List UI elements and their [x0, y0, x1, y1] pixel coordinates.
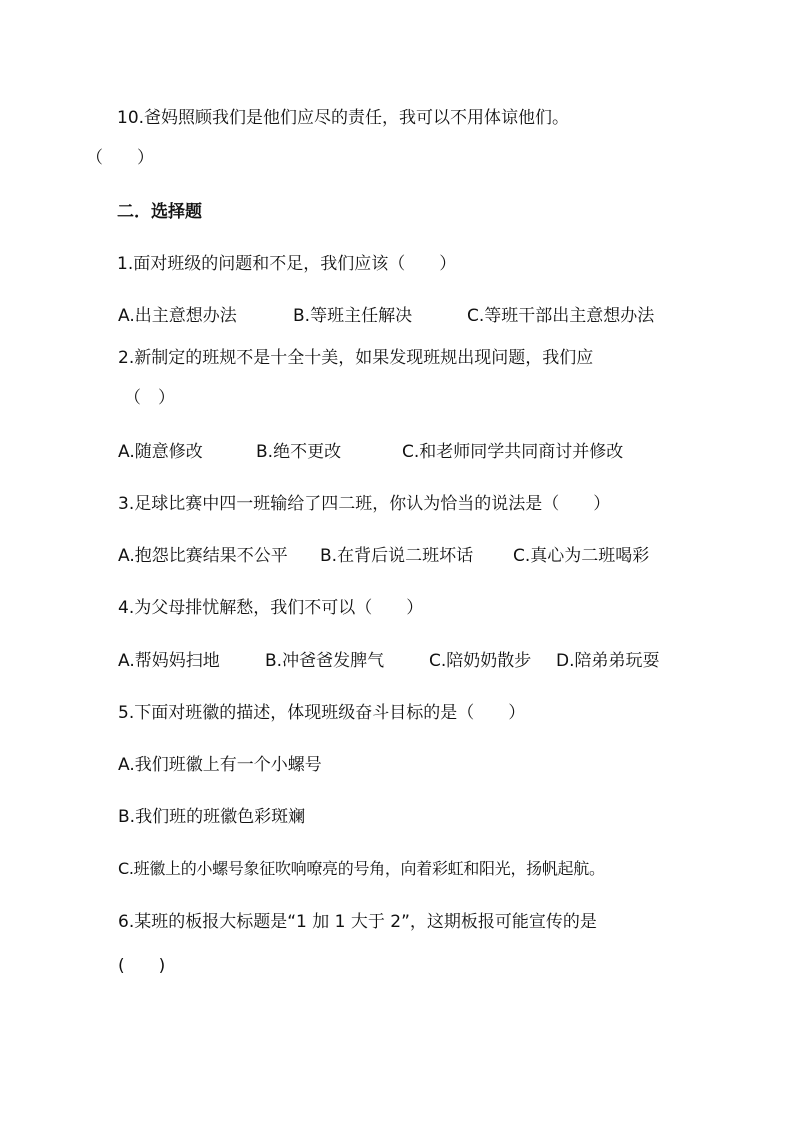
question-6-stem: 6.某班的板报大标题是“1 加 1 大于 2”，这期板报可能宣传的是	[118, 912, 597, 932]
option-b: B.在背后说二班坏话	[320, 546, 474, 566]
option-a: A.出主意想办法	[118, 306, 237, 326]
option-c: C.等班干部出主意想办法	[467, 306, 655, 326]
option-a: A.抱怨比赛结果不公平	[118, 546, 288, 566]
option-b: B.等班主任解决	[293, 306, 413, 326]
section-title: 二．选择题	[117, 202, 202, 222]
question-10: 10.爸妈照顾我们是他们应尽的责任，我可以不用体谅他们。	[117, 108, 570, 128]
question-3-stem: 3.足球比赛中四一班输给了四二班，你认为恰当的说法是（ ）	[118, 494, 611, 514]
question-2-answer-blank: （ ）	[124, 388, 175, 408]
option-a: A.帮妈妈扫地	[118, 651, 220, 671]
option-b: B.冲爸爸发脾气	[265, 651, 385, 671]
option-c: C.陪奶奶散步	[429, 651, 532, 671]
option-c: C.和老师同学共同商讨并修改	[402, 442, 624, 462]
question-1-stem: 1.面对班级的问题和不足，我们应该（ ）	[117, 254, 457, 274]
question-10-answer-blank: （ ）	[86, 148, 154, 168]
option-a: A.随意修改	[118, 442, 203, 462]
option-d: D.陪弟弟玩耍	[556, 651, 660, 671]
question-5-option-a: A.我们班徽上有一个小螺号	[118, 755, 322, 775]
question-5-option-c: C.班徽上的小螺号象征吹响嘹亮的号角，向着彩虹和阳光，扬帆起航。	[118, 859, 605, 878]
option-c: C.真心为二班喝彩	[513, 546, 650, 566]
question-6-answer-blank: ( )	[118, 956, 166, 976]
option-b: B.绝不更改	[256, 442, 342, 462]
question-4-stem: 4.为父母排忧解愁，我们不可以（ ）	[118, 598, 424, 618]
question-2-stem: 2.新制定的班规不是十全十美，如果发现班规出现问题，我们应	[118, 348, 594, 368]
question-5-stem: 5.下面对班徽的描述，体现班级奋斗目标的是（ ）	[118, 703, 526, 723]
question-5-option-b: B.我们班的班徽色彩斑斓	[118, 807, 306, 827]
